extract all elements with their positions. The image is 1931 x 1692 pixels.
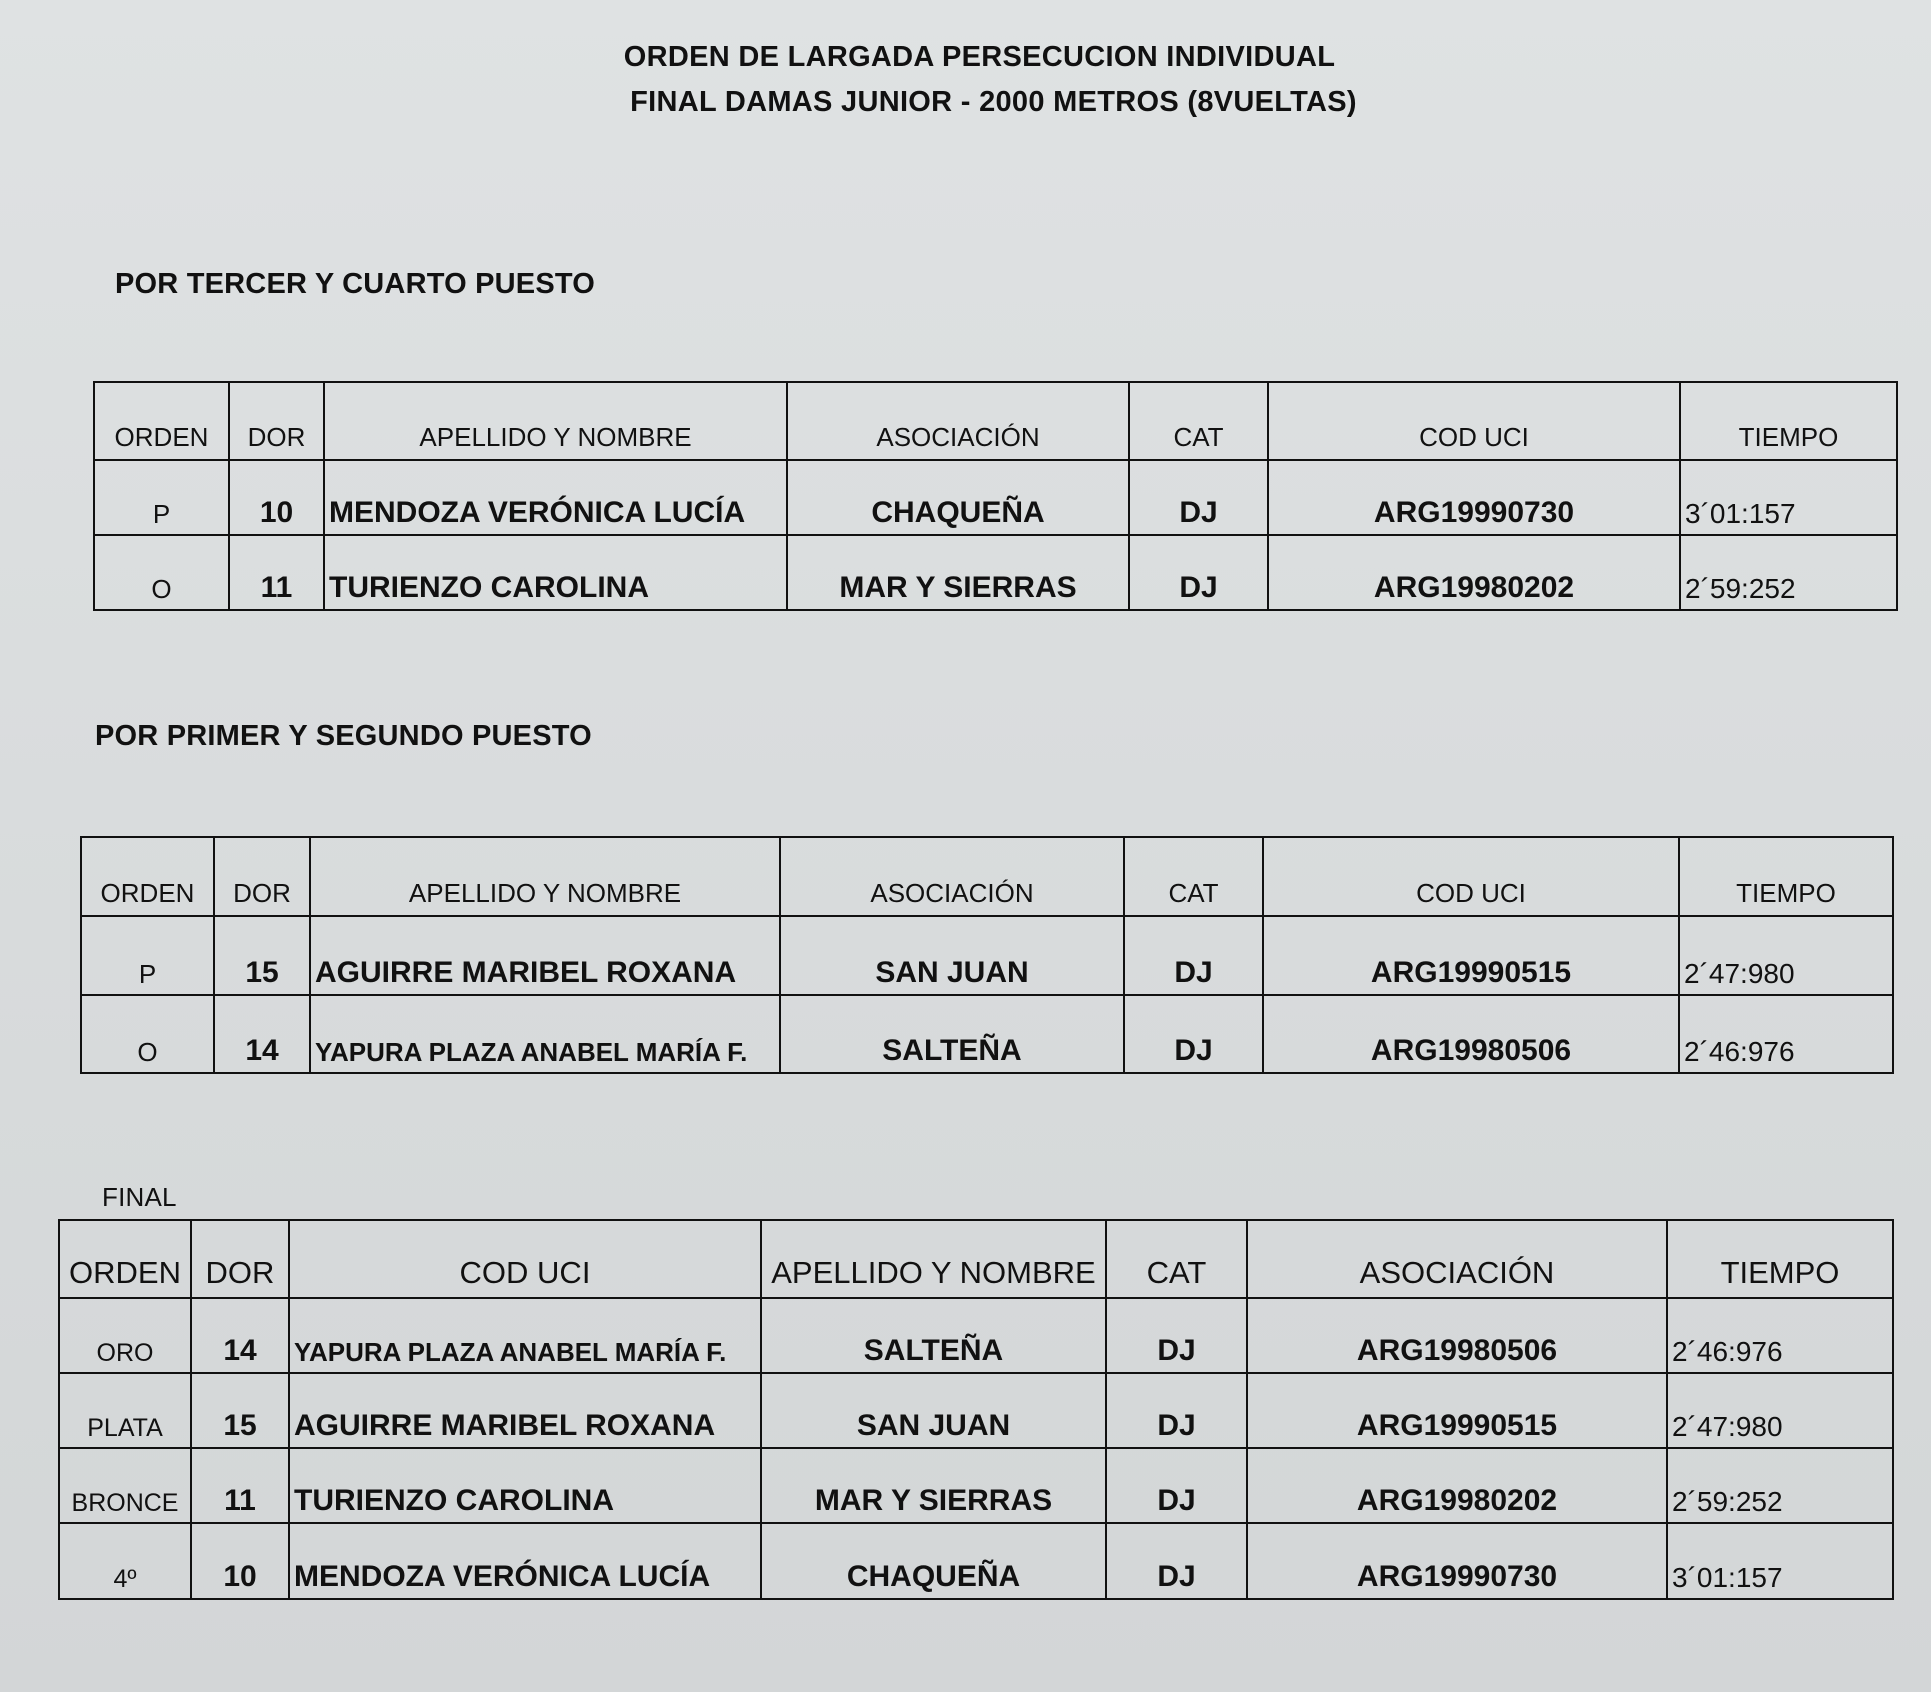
- cell-asociacion: SALTEÑA: [761, 1298, 1106, 1373]
- cell-cat: DJ: [1106, 1373, 1247, 1448]
- header-apellido-nombre: APELLIDO Y NOMBRE: [310, 837, 780, 916]
- cell-dor: 15: [191, 1373, 289, 1448]
- document-subtitle: FINAL DAMAS JUNIOR - 2000 METROS (8VUELTAS): [630, 86, 1357, 118]
- cell-dor: 10: [229, 460, 324, 535]
- cell-cod-uci: ARG19980202: [1247, 1448, 1667, 1523]
- cell-orden: P: [81, 916, 214, 995]
- cell-cod-uci: ARG19990515: [1263, 916, 1679, 995]
- cell-cod-uci: ARG19990515: [1247, 1373, 1667, 1448]
- header-asociacion: ASOCIACIÓN: [787, 382, 1129, 460]
- cell-cat: DJ: [1106, 1523, 1247, 1599]
- header-tiempo: TIEMPO: [1667, 1220, 1893, 1298]
- header-cod-uci: COD UCI: [1268, 382, 1680, 460]
- cell-cat: DJ: [1129, 535, 1268, 610]
- header-orden: ORDEN: [94, 382, 229, 460]
- header-cat: CAT: [1106, 1220, 1247, 1298]
- header-orden: ORDEN: [81, 837, 214, 916]
- cell-asociacion: SALTEÑA: [780, 995, 1124, 1073]
- section-label-first-second: POR PRIMER Y SEGUNDO PUESTO: [95, 720, 592, 752]
- cell-nombre: YAPURA PLAZA ANABEL MARÍA F.: [289, 1298, 761, 1373]
- cell-cod-uci: ARG19980506: [1247, 1298, 1667, 1373]
- cell-cod-uci: ARG19990730: [1247, 1523, 1667, 1599]
- table-row: [59, 1298, 1893, 1373]
- header-cod-uci: COD UCI: [1263, 837, 1679, 916]
- cell-cat: DJ: [1124, 995, 1263, 1073]
- table-row: [81, 916, 1893, 995]
- cell-orden: 4º: [59, 1523, 191, 1599]
- table-row: [59, 1448, 1893, 1523]
- cell-asociacion: MAR Y SIERRAS: [787, 535, 1129, 610]
- header-dor: DOR: [214, 837, 310, 916]
- cell-cat: DJ: [1106, 1298, 1247, 1373]
- table-row: [81, 995, 1893, 1073]
- cell-dor: 11: [191, 1448, 289, 1523]
- document-title: ORDEN DE LARGADA PERSECUCION INDIVIDUAL: [623, 41, 1336, 73]
- cell-dor: 14: [191, 1298, 289, 1373]
- header-dor: DOR: [191, 1220, 289, 1298]
- table-header-row: [81, 837, 1893, 916]
- cell-cat: DJ: [1106, 1448, 1247, 1523]
- header-orden: ORDEN: [59, 1220, 191, 1298]
- cell-asociacion: CHAQUEÑA: [787, 460, 1129, 535]
- section-label-final: FINAL: [102, 1182, 177, 1212]
- header-apellido-nombre: APELLIDO Y NOMBRE: [324, 382, 787, 460]
- cell-tiempo: 2´59:252: [1667, 1448, 1893, 1523]
- cell-nombre: MENDOZA VERÓNICA LUCÍA: [324, 460, 787, 535]
- cell-cod-uci: ARG19990730: [1268, 460, 1680, 535]
- header-tiempo: TIEMPO: [1680, 382, 1897, 460]
- cell-tiempo: 3´01:157: [1667, 1523, 1893, 1599]
- table-third-fourth: [93, 381, 1898, 611]
- header-tiempo: TIEMPO: [1679, 837, 1893, 916]
- header-apellido-nombre: APELLIDO Y NOMBRE: [761, 1220, 1106, 1298]
- cell-cat: DJ: [1124, 916, 1263, 995]
- cell-nombre: YAPURA PLAZA ANABEL MARÍA F.: [310, 995, 780, 1073]
- cell-dor: 15: [214, 916, 310, 995]
- cell-nombre: TURIENZO CAROLINA: [289, 1448, 761, 1523]
- cell-orden: O: [94, 535, 229, 610]
- header-cod-uci: COD UCI: [289, 1220, 761, 1298]
- cell-orden: BRONCE: [59, 1448, 191, 1523]
- cell-nombre: MENDOZA VERÓNICA LUCÍA: [289, 1523, 761, 1599]
- cell-orden: PLATA: [59, 1373, 191, 1448]
- cell-nombre: AGUIRRE MARIBEL ROXANA: [289, 1373, 761, 1448]
- header-cat: CAT: [1129, 382, 1268, 460]
- table-row: [59, 1373, 1893, 1448]
- cell-tiempo: 2´59:252: [1680, 535, 1897, 610]
- cell-asociacion: MAR Y SIERRAS: [761, 1448, 1106, 1523]
- cell-nombre: TURIENZO CAROLINA: [324, 535, 787, 610]
- section-label-third-fourth: POR TERCER Y CUARTO PUESTO: [115, 268, 596, 300]
- cell-orden: P: [94, 460, 229, 535]
- header-asociacion: ASOCIACIÓN: [780, 837, 1124, 916]
- cell-dor: 11: [229, 535, 324, 610]
- table-header-row: [94, 382, 1897, 460]
- cell-tiempo: 2´47:980: [1667, 1373, 1893, 1448]
- cell-tiempo: 2´47:980: [1679, 916, 1893, 995]
- cell-tiempo: 3´01:157: [1680, 460, 1897, 535]
- cell-nombre: AGUIRRE MARIBEL ROXANA: [310, 916, 780, 995]
- table-row: [94, 535, 1897, 610]
- table-row: [59, 1523, 1893, 1599]
- cell-tiempo: 2´46:976: [1679, 995, 1893, 1073]
- header-cat: CAT: [1124, 837, 1263, 916]
- cell-dor: 14: [214, 995, 310, 1073]
- cell-orden: ORO: [59, 1298, 191, 1373]
- header-dor: DOR: [229, 382, 324, 460]
- cell-asociacion: SAN JUAN: [780, 916, 1124, 995]
- cell-asociacion: SAN JUAN: [761, 1373, 1106, 1448]
- header-asociacion: ASOCIACIÓN: [1247, 1220, 1667, 1298]
- table-final: [58, 1219, 1894, 1600]
- cell-asociacion: CHAQUEÑA: [761, 1523, 1106, 1599]
- table-header-row: [59, 1220, 1893, 1298]
- table-row: [94, 460, 1897, 535]
- cell-cod-uci: ARG19980506: [1263, 995, 1679, 1073]
- cell-tiempo: 2´46:976: [1667, 1298, 1893, 1373]
- cell-cat: DJ: [1129, 460, 1268, 535]
- cell-dor: 10: [191, 1523, 289, 1599]
- cell-orden: O: [81, 995, 214, 1073]
- cell-cod-uci: ARG19980202: [1268, 535, 1680, 610]
- table-first-second: [80, 836, 1894, 1074]
